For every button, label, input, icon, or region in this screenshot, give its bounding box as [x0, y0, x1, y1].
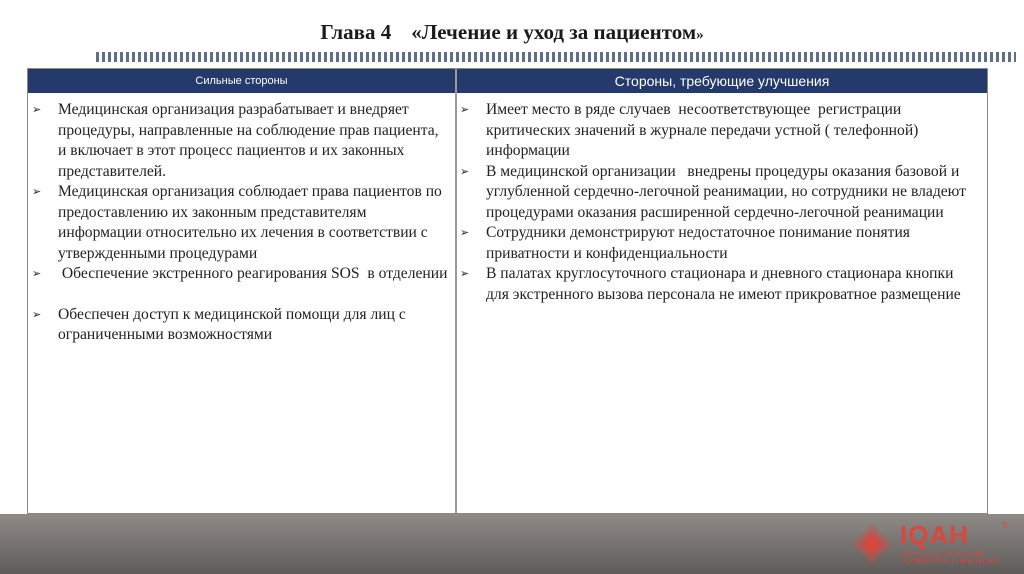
arrow-bullet-icon: ➢: [460, 164, 470, 178]
list-item: [32, 182, 450, 264]
list-item: [32, 264, 450, 285]
list-item-text: Обеспечен доступ к медицинской помощи для лиц с ограниченными возможностями: [58, 305, 406, 343]
list-item-text: Медицинская организация соблюдает права пациентов по предоставлению их законным представителям информации относительно их лечения в соответствии с утвержденными процедурами: [58, 183, 442, 262]
list-item-text: Обеспечение экстренного реагирования SOS в отделении: [58, 265, 448, 282]
arrow-bullet-icon: ➢: [460, 226, 470, 239]
column-divider: [455, 69, 457, 513]
strengths-header: Сильные стороны: [28, 69, 455, 93]
comparison-table: [27, 68, 988, 514]
arrow-bullet-icon: ➢: [460, 103, 470, 116]
arrow-bullet-icon: ➢: [32, 103, 42, 116]
improvements-header: Стороны, требующие улучшения: [457, 69, 987, 93]
decorative-stripe: [96, 52, 1016, 62]
iqah-logo: [850, 518, 1020, 572]
arrow-bullet-icon: ➢: [32, 307, 42, 321]
arrow-bullet-icon: ➢: [460, 267, 470, 280]
list-item: [32, 100, 450, 182]
page-title: [0, 20, 1024, 45]
list-item: [460, 100, 980, 162]
registered-mark: ®: [1002, 520, 1009, 530]
arrow-bullet-icon: ➢: [32, 185, 42, 198]
diamond-mark-icon: [850, 522, 894, 566]
arrow-bullet-icon: ➢: [32, 267, 42, 280]
list-item-text: Медицинская организация разрабатывает и внедряет процедуры, направленные на соблюдение прав пациента, и включает в этот процесс пациентов и их законных представителей.: [58, 101, 439, 180]
list-item: [460, 264, 980, 305]
strengths-list: [32, 100, 450, 346]
list-item: [32, 305, 450, 346]
chapter-title: «Лечение и уход за пациентом: [411, 20, 697, 44]
list-item: [460, 162, 980, 224]
list-item-text: В палатах круглосуточного стационара и дневного стационара кнопки для экстренного вызова персонала не имеют прикроватное размещение: [486, 265, 961, 303]
logo-name: IQAH: [900, 520, 969, 550]
closing-quote: »: [696, 27, 704, 43]
logo-subtitle: INSTITUTE OF QUALITY AND ACCREDITATION IN HEALTHCARE: [902, 552, 1000, 565]
list-item-text: В медицинской организации внедрены процедуры оказания базовой и углубленной сердечно-легочной реанимации, но сотрудники не владеют процедурами оказания расширенной сердечно-легочной реанимации: [486, 162, 974, 221]
list-item-text: Имеет место в ряде случаев несоответствующее регистрации критических значений в журнале передачи устной ( телефонной) информации: [486, 101, 923, 159]
chapter-label: Глава 4: [320, 20, 392, 44]
list-item-text: Сотрудники демонстрируют недостаточное понимание понятия приватности и конфиденциальности: [486, 224, 910, 262]
improvements-list: [460, 100, 980, 305]
list-item: [460, 223, 980, 264]
